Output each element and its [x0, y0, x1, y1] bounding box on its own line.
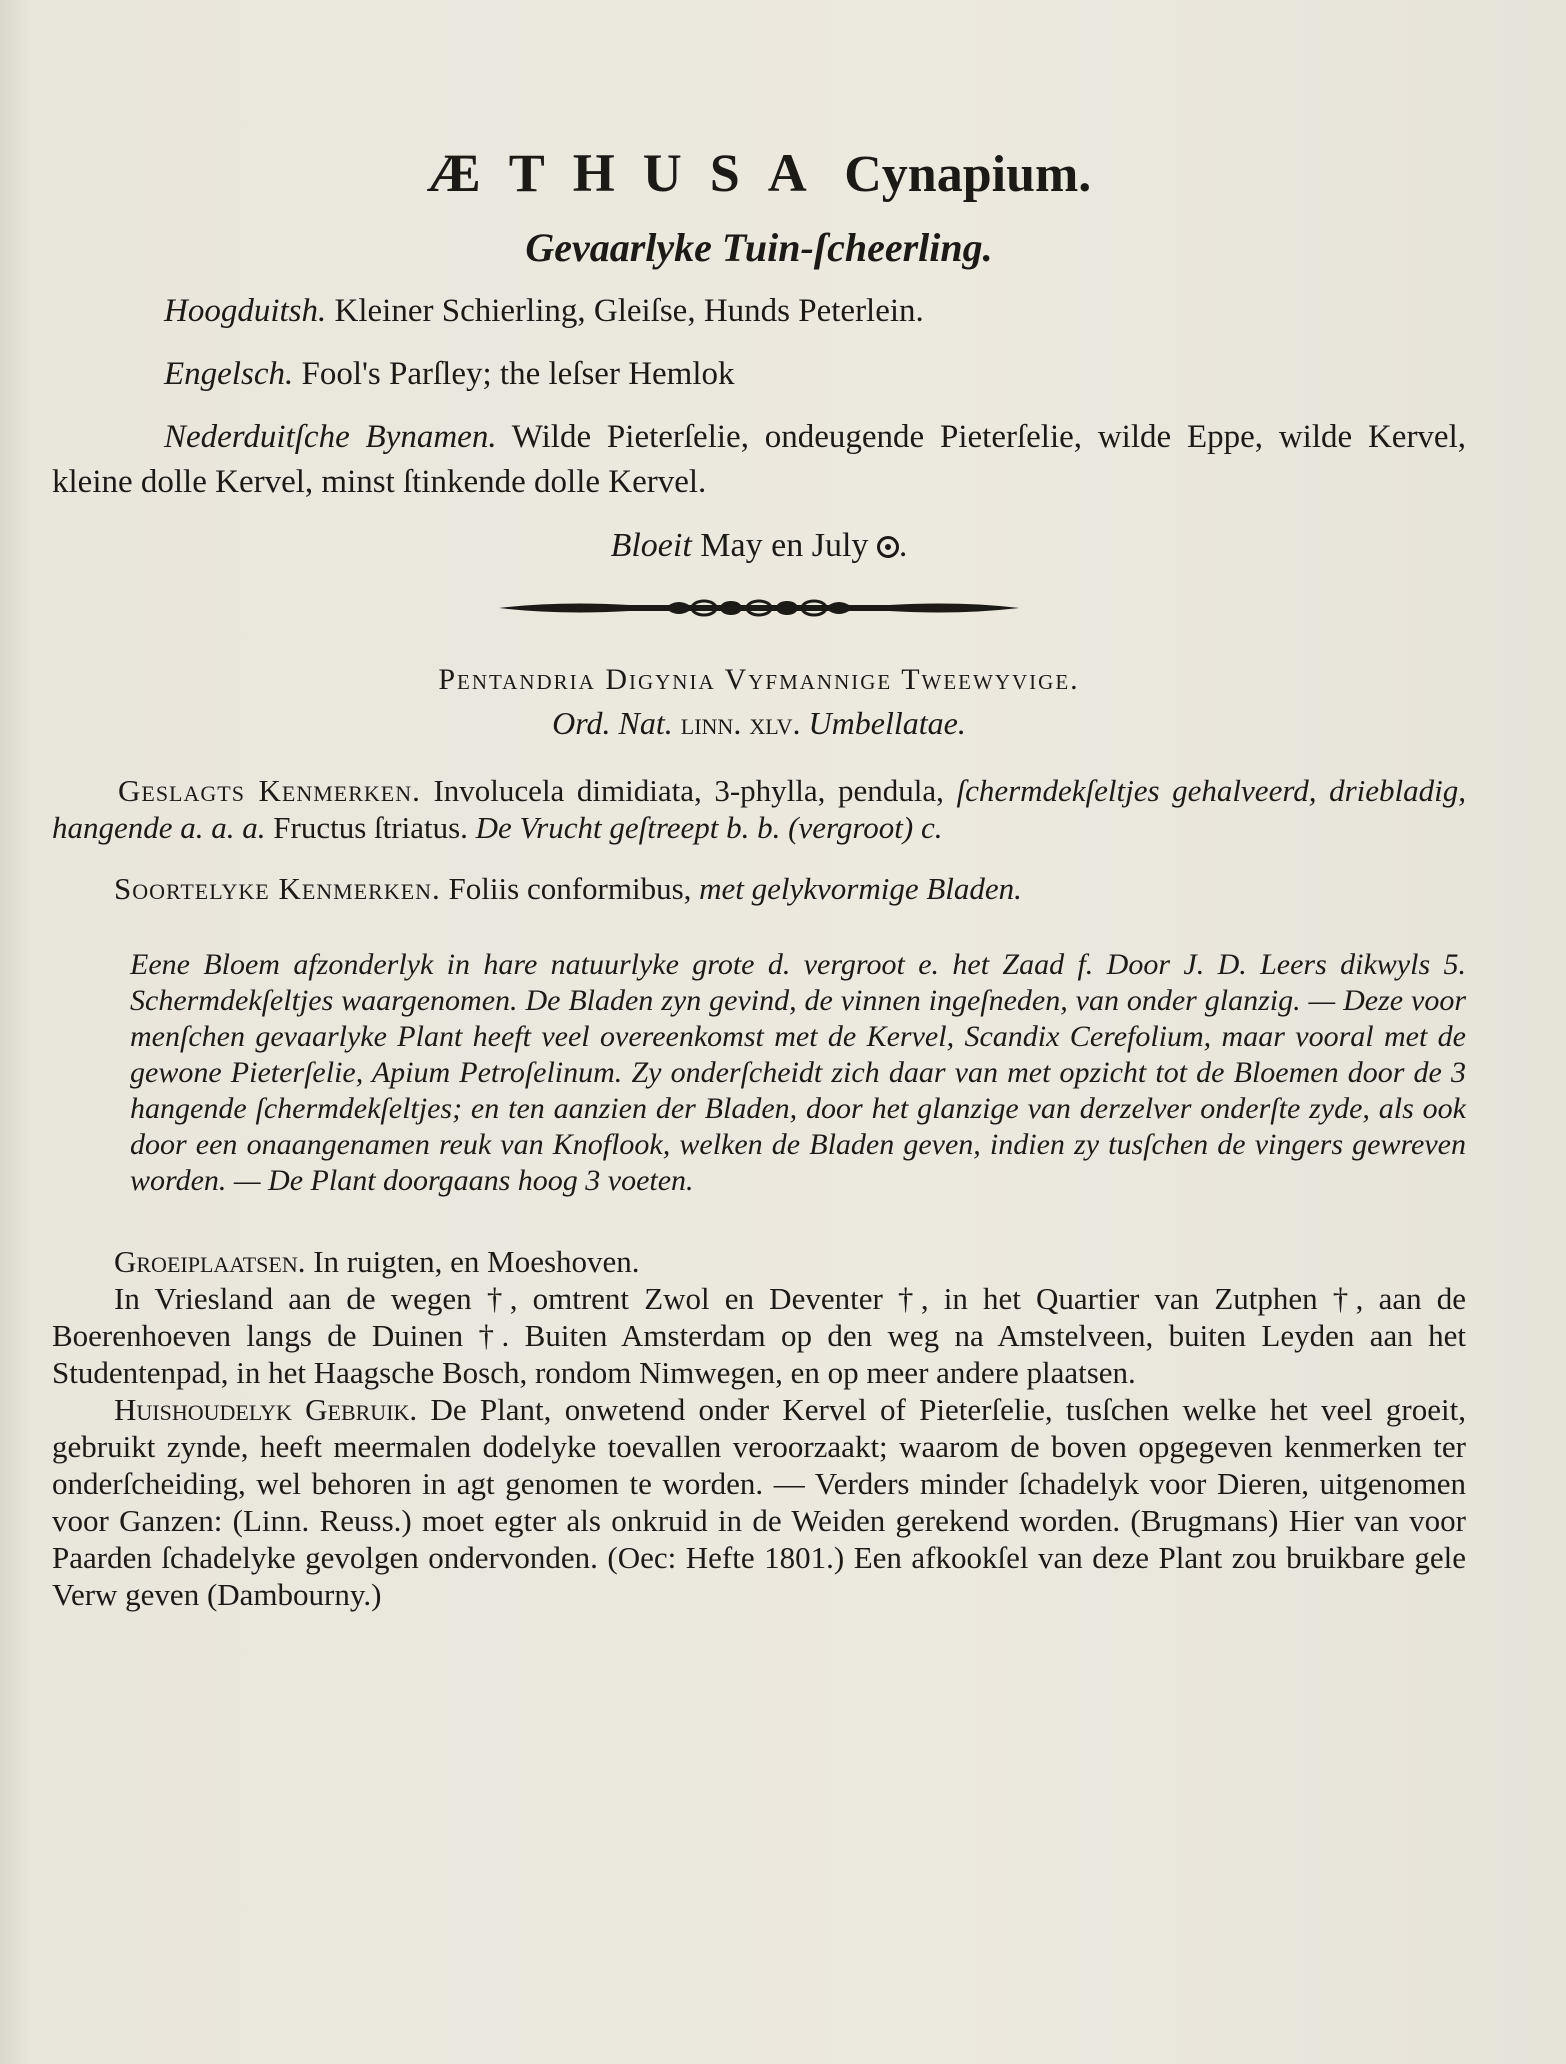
genus-characteristics-dutch: ſchermdekſeltjes gehalveerd, driebladig, hangende a. a. a. [52, 773, 1466, 845]
genus-characteristics-lead: Geslagts Kenmerken. [118, 773, 421, 808]
genus-characteristics-fruit-dutch: De Vrucht geſtreept b. b. (vergroot) c. [475, 810, 943, 845]
natural-order-line [52, 705, 1466, 742]
annual-symbol-icon [877, 536, 899, 558]
household-use-text: De Plant, onwetend onder Kervel of Pieterſelie, tusſchen welke het veel groeit, gebruikt zynde, heeft meermalen dodelyke toevallen veroorzaakt; waarom de boven opgegeven kenmerken ter onderſcheiding, wel behoren in agt genomen te worden. — Verders minder ſchadelyk voor Dieren, uitgenomen voor Ganzen: (Linn. Reuss.) moet egter als onkruid in de Weiden gerekend worden. (Brugmans) Hier van voor Paarden ſchadelyke gevolgen ondervonden. (Oec: Hefte 1801.) Een afkookſel van deze Plant zou bruikbare gele Verw geven (Dambourny.) [52, 1392, 1466, 1612]
text-bloeit: May en July [700, 527, 869, 564]
name-german [52, 289, 1466, 334]
genus-name: ÆTHUSA [426, 143, 835, 203]
household-use-lead: Huishoudelyk Gebruik. [114, 1392, 418, 1427]
ord-prefix: Ord. Nat. [552, 705, 673, 741]
ord-linn: linn. xlv. [680, 705, 801, 741]
habitat-lead: Groeiplaatsen. [114, 1244, 306, 1279]
species-characteristics-latin: Foliis conformibus, [448, 871, 692, 906]
habitat-locations: In Vriesland aan de wegen †, omtrent Zwol en Deventer †, in het Quartier van Zutphen †, aan de Boerenhoeven langs de Duinen †. Buiten Amsterdam op den weg na Amstelveen, buiten Leyden aan het Studentenpad, in het Haagsche Bosch, rondom Nimwegen, en op meer andere plaatsen. [52, 1281, 1466, 1390]
dutch-common-name: Gevaarlyke Tuin-ſcheerling. [525, 225, 993, 270]
species-characteristics-lead: Soortelyke Kenmerken. [114, 871, 441, 906]
species-characteristics-dutch: met gelykvormige Bladen. [699, 871, 1022, 906]
classification-line: Pentandria Digynia Vyfmannige Tweewyvige. [438, 663, 1080, 696]
label-german: Hoogduitsh. [164, 293, 327, 329]
genus-characteristics-fruit-latin: Fructus ſtriatus. [273, 810, 468, 845]
household-use [52, 1391, 1466, 1613]
species-name: Cynapium. [844, 146, 1092, 203]
habitat-and-use [52, 1243, 1466, 1613]
plant-description: Eene Bloem afzonderlyk in hare natuurlyke grote d. vergroot e. het Zaad f. Door J. D. Leers dikwyls 5. Schermdekſeltjes waargenomen. De Bladen zyn gevind, de vinnen ingeſneden, van onder glanzig. — Deze voor menſchen gevaarlyke Plant heeft veel overeenkomst met de Kervel, Scandix Cerefolium, maar vooral met de gewone Pieterſelie, Apium Petroſelinum. Zy onderſcheidt zich daar van met opzicht tot de Bloemen door de 3 hangende ſchermdekſeltjes; en ten aanzien der Bladen, door het glanzige van derzelver onderſte zyde, als ook door een onaangenamen reuk van Knoflook, welken de Bladen geven, indien zy tusſchen de vingers gewreven worden. — De Plant doorgaans hoog 3 voeten. [130, 948, 1466, 1197]
label-english: Engelsch. [164, 356, 294, 392]
species-characteristics [52, 870, 1466, 907]
page-title [52, 142, 1466, 204]
vernacular-names [52, 289, 1466, 505]
label-dutch-synonyms: Nederduitſche Bynamen. [164, 419, 497, 455]
flowering-line: Bloeit May en July . [610, 527, 908, 564]
text-english: Fool's Parſley; the leſser Hemlok [301, 356, 735, 392]
habitat-text: In ruigten, en Moeshoven. [313, 1244, 640, 1279]
genus-characteristics [52, 772, 1466, 846]
ornament-divider-icon [499, 595, 1019, 621]
name-english [52, 352, 1466, 397]
name-dutch-synonyms [52, 415, 1466, 505]
ord-name: Umbellatae. [808, 705, 966, 741]
habitat-heading-line [52, 1243, 1466, 1280]
text-german: Kleiner Schierling, Gleiſse, Hunds Peterlein. [334, 293, 924, 329]
genus-characteristics-latin: Involucela dimidiata, 3-phylla, pendula, [433, 773, 944, 808]
text-dutch-synonyms: Wilde Pieterſelie, ondeugende Pieterſelie, wilde Eppe, wilde Kervel, kleine dolle Kervel, minst ſtinkende dolle Kervel. [52, 419, 1466, 500]
label-bloeit: Bloeit [610, 527, 692, 564]
